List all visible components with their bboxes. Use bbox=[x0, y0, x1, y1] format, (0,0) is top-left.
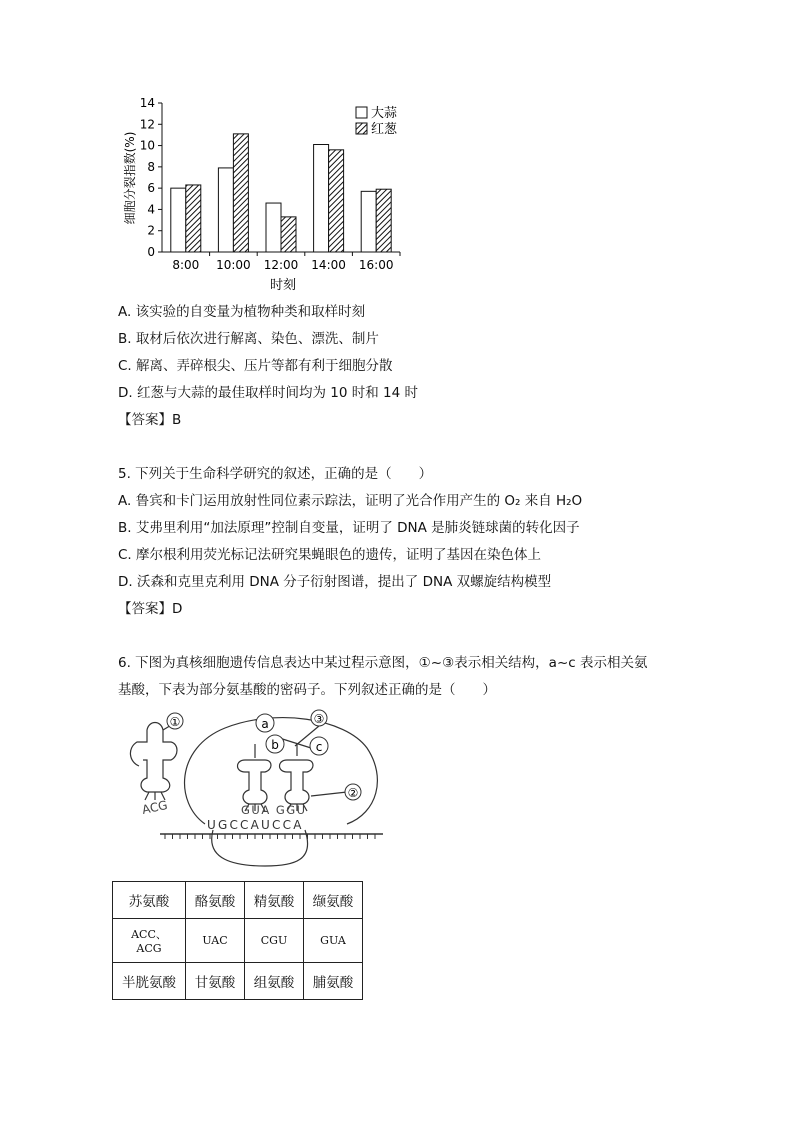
chart-bars bbox=[171, 134, 391, 252]
label-b: b bbox=[271, 738, 279, 752]
table-cell: 酪氨酸 bbox=[186, 882, 245, 919]
table-cell: GUA bbox=[304, 919, 363, 963]
x-tick-label: 14:00 bbox=[311, 258, 346, 272]
table-cell: 半胱氨酸 bbox=[113, 963, 186, 1000]
y-axis-title: 细胞分裂指数(%) bbox=[123, 131, 137, 225]
legend-swatch-garlic bbox=[356, 107, 367, 118]
y-tick-label: 10 bbox=[139, 138, 155, 153]
y-tick-label: 0 bbox=[147, 245, 155, 259]
y-tick-label: 14 bbox=[139, 96, 155, 110]
table-row bbox=[113, 919, 363, 963]
y-tick-label: 4 bbox=[147, 202, 155, 217]
mrna-sequence: UGCCAUCCA bbox=[207, 818, 304, 832]
table-cell: 苏氨酸 bbox=[113, 882, 186, 919]
x-axis-title: 时刻 bbox=[269, 278, 297, 293]
bar-garlic bbox=[171, 188, 186, 252]
q4-option-a: A. 该实验的自变量为植物种类和取样时刻 bbox=[118, 304, 366, 320]
table-cell: 脯氨酸 bbox=[304, 963, 363, 1000]
table-row bbox=[113, 882, 363, 919]
table-cell: UAC bbox=[186, 919, 245, 963]
y-tick-label: 8 bbox=[147, 159, 155, 174]
y-tick-label: 12 bbox=[139, 117, 155, 132]
q6-stem-line2: 基酸，下表为部分氨基酸的密码子。下列叙述正确的是（ ） bbox=[118, 682, 496, 698]
bar-shallot bbox=[376, 189, 391, 252]
q5-answer: 【答案】D bbox=[118, 601, 183, 617]
q5-option-c: C. 摩尔根利用荧光标记法研究果蝇眼色的遗传，证明了基因在染色体上 bbox=[118, 547, 542, 563]
table-cell: 组氨酸 bbox=[245, 963, 304, 1000]
x-tick-label: 12:00 bbox=[263, 258, 299, 272]
legend-swatch-shallot bbox=[356, 123, 367, 134]
bar-garlic bbox=[314, 145, 329, 252]
q4-answer: 【答案】B bbox=[118, 412, 182, 428]
bar-shallot bbox=[186, 185, 201, 252]
q6-stem-line1: 6. 下图为真核细胞遗传信息表达中某过程示意图，①~③表示相关结构，a~c 表示相关氨 bbox=[118, 655, 648, 671]
label-1: ① bbox=[169, 715, 181, 729]
anticodon-left: ACG bbox=[140, 797, 169, 817]
chart-legend bbox=[356, 105, 398, 137]
q5-stem: 5. 下列关于生命科学研究的叙述，正确的是（ ） bbox=[118, 466, 433, 482]
q4-option-b: B. 取材后依次进行解离、染色、漂洗、制片 bbox=[118, 331, 379, 347]
table-cell: 缬氨酸 bbox=[304, 882, 363, 919]
trna-free bbox=[130, 723, 177, 801]
translation-diagram bbox=[115, 708, 395, 876]
label-a: a bbox=[261, 717, 269, 731]
bar-chart bbox=[110, 92, 420, 297]
table-cell: ACC、ACG bbox=[113, 919, 186, 963]
label-2: ② bbox=[347, 786, 359, 800]
q5-option-d: D. 沃森和克里克利用 DNA 分子衍射图谱，提出了 DNA 双螺旋结构模型 bbox=[118, 574, 552, 590]
table-cell: 甘氨酸 bbox=[186, 963, 245, 1000]
table-cell: CGU bbox=[245, 919, 304, 963]
x-tick-label: 16:00 bbox=[358, 258, 394, 272]
q5-option-a: A. 鲁宾和卡门运用放射性同位素示踪法，证明了光合作用产生的 O₂ 来自 H₂O bbox=[118, 493, 583, 509]
q5-option-b: B. 艾弗里利用“加法原理”控制自变量，证明了 DNA 是肺炎链球菌的转化因子 bbox=[118, 520, 580, 536]
y-tick-label: 6 bbox=[147, 181, 155, 196]
x-tick-label: 8:00 bbox=[172, 258, 200, 272]
q4-option-d: D. 红葱与大蒜的最佳取样时间均为 10 时和 14 时 bbox=[118, 385, 418, 401]
legend-label-garlic: 大蒜 bbox=[371, 106, 398, 121]
label-c: c bbox=[315, 740, 323, 754]
q4-option-c: C. 解离、弄碎根尖、压片等都有利于细胞分散 bbox=[118, 358, 393, 374]
bar-shallot bbox=[233, 134, 248, 252]
bar-garlic bbox=[266, 203, 281, 252]
label-3: ③ bbox=[313, 712, 325, 726]
table-cell: 精氨酸 bbox=[245, 882, 304, 919]
ribosome-small-subunit bbox=[212, 830, 308, 866]
table-row bbox=[113, 963, 363, 1000]
x-tick-label: 10:00 bbox=[216, 258, 251, 272]
anticodons-ribosome: GUA GGU bbox=[241, 803, 307, 817]
trna-in-ribosome-b bbox=[238, 744, 272, 811]
bar-garlic bbox=[361, 191, 376, 252]
legend-label-shallot: 红葱 bbox=[371, 122, 398, 137]
bar-shallot bbox=[329, 150, 344, 252]
y-tick-label: 2 bbox=[147, 223, 155, 238]
codon-table bbox=[112, 881, 363, 1000]
bar-shallot bbox=[281, 217, 296, 252]
bar-garlic bbox=[218, 168, 233, 252]
